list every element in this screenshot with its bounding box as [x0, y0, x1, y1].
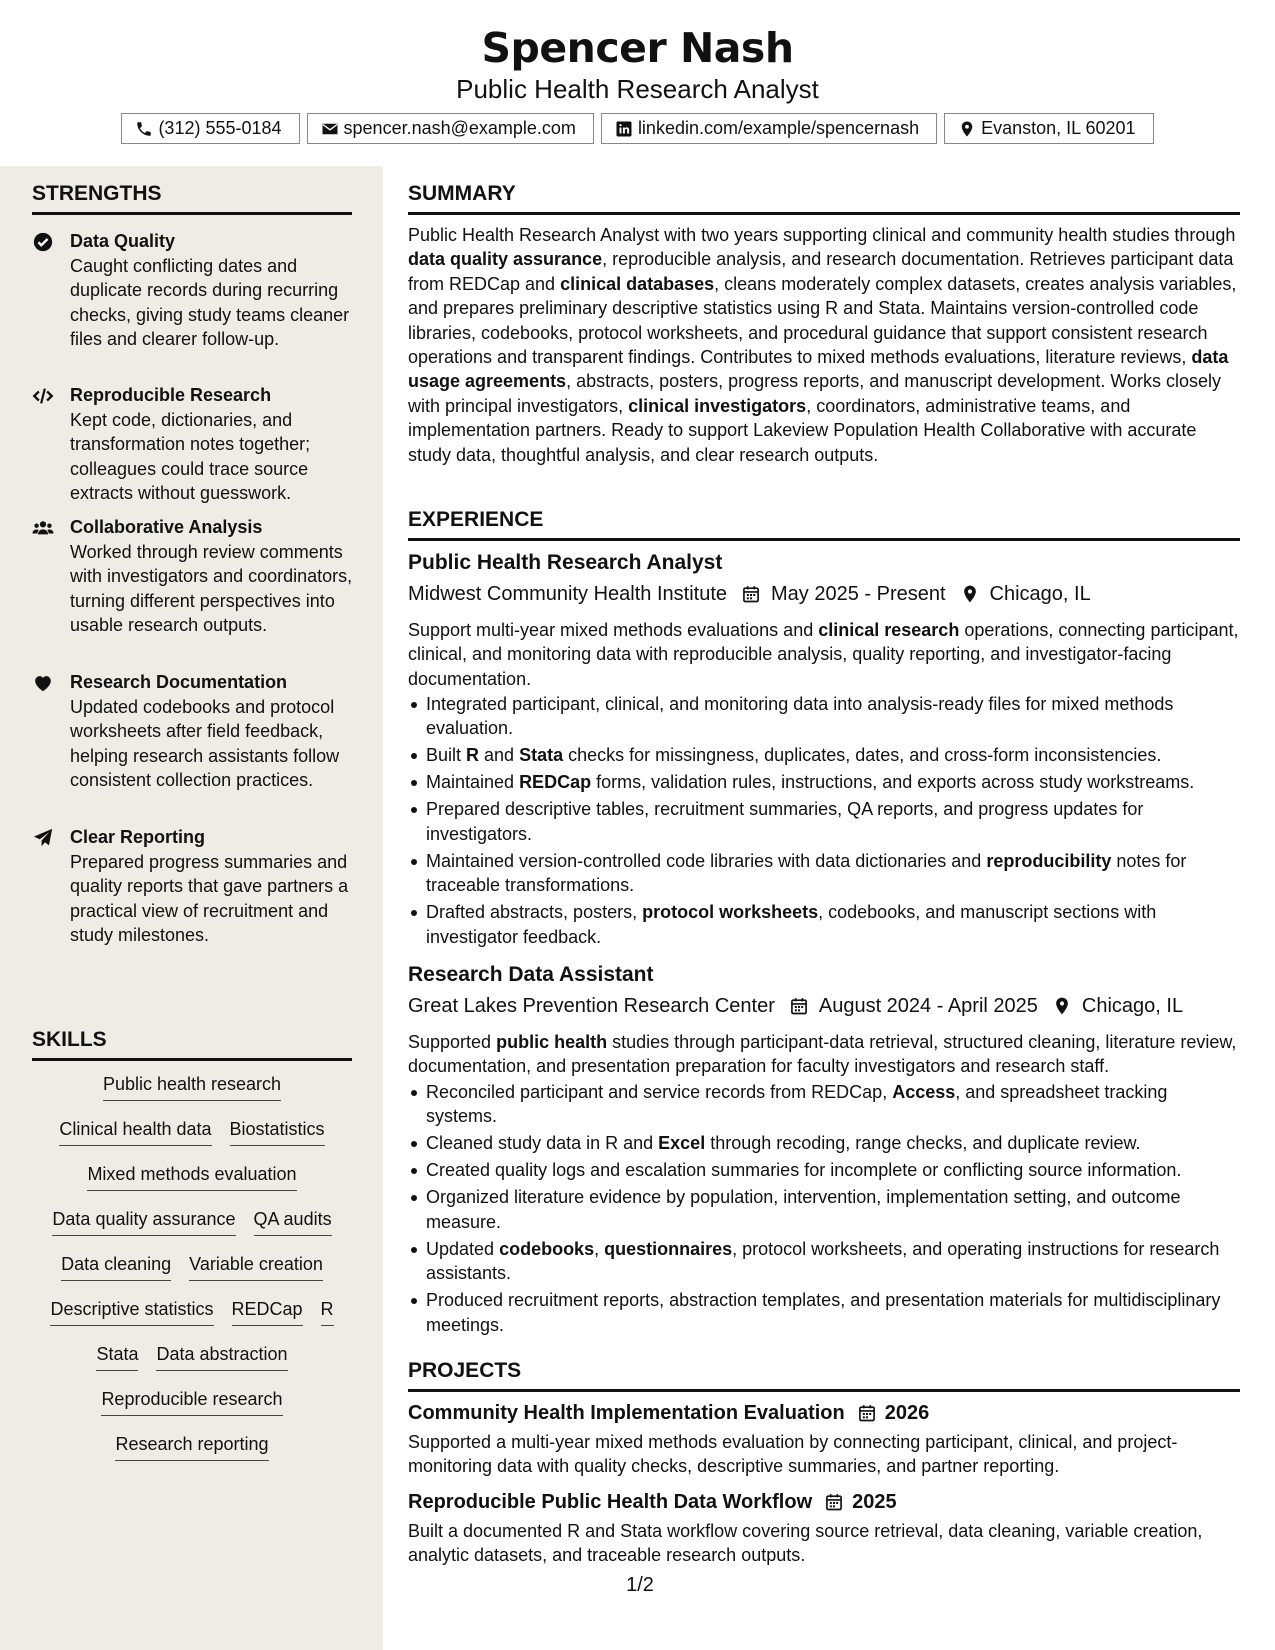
skill-tag: REDCap: [232, 1297, 303, 1326]
phone-icon: [135, 120, 153, 138]
skill-tag: Public health research: [103, 1072, 281, 1101]
job-description: [408, 1030, 1240, 1079]
bold-keyword: Stata: [519, 745, 564, 766]
skill-tag: Biostatistics: [230, 1117, 325, 1146]
job-organization: Great Lakes Prevention Research Center: [408, 995, 775, 1017]
projects-heading: PROJECTS: [408, 1357, 1240, 1392]
bold-keyword: reproducibility: [986, 850, 1112, 871]
bullet-item: [408, 1237, 1240, 1286]
skill-tag: R: [321, 1297, 334, 1326]
job-title: Public Health Research Analyst: [408, 551, 723, 574]
summary-text: [408, 223, 1240, 467]
contact-phone-text: (312) 555-0184: [158, 118, 282, 138]
skill-tag: Clinical health data: [59, 1117, 211, 1146]
bullet-item: [408, 797, 1240, 846]
bullet-item: [408, 1080, 1240, 1129]
text-run: Updated: [426, 1238, 500, 1259]
job-meta: [408, 580, 1091, 608]
experience-heading: EXPERIENCE: [408, 506, 1240, 541]
job-title: Research Data Assistant: [408, 963, 654, 986]
bullet-item: [408, 743, 1240, 767]
text-run: Integrated participant, clinical, and monitoring data into analysis-ready files for mixed methods evaluation.: [426, 694, 1174, 739]
code-icon: [32, 385, 54, 407]
text-run: Drafted abstracts, posters,: [426, 902, 643, 923]
bullet-item: [408, 900, 1240, 949]
contact-linkedin[interactable]: [601, 113, 937, 144]
text-run: checks for missingness, duplicates, dates, and cross-form inconsistencies.: [563, 745, 1162, 766]
text-run: operations, connecting participant, clinical, and monitoring data with reproducible analysis, quality reporting, and investigator-facing documentation.: [408, 620, 1239, 689]
project-header: [408, 1399, 929, 1427]
skill-tag: Descriptive statistics: [50, 1297, 213, 1326]
bold-keyword: clinical databases: [560, 273, 715, 294]
text-run: and: [479, 745, 520, 766]
users-icon: [32, 517, 54, 539]
bold-keyword: R: [466, 745, 480, 766]
skill-tag: Data quality assurance: [52, 1207, 235, 1236]
skill-row: [32, 1297, 352, 1342]
skills-list: [32, 1072, 352, 1477]
skill-tag: Research reporting: [115, 1432, 268, 1461]
bold-keyword: Access: [892, 1082, 956, 1102]
contact-location-text: Evanston, IL 60201: [981, 118, 1136, 138]
strength-description: Caught conflicting dates and duplicate records during recurring checks, giving study teams cleaner files and clearer follow-up.: [70, 256, 350, 350]
bold-keyword: REDCap: [519, 772, 592, 793]
text-run: Produced recruitment reports, abstraction templates, and presentation materials for multidisciplinary meetings.: [426, 1290, 1221, 1335]
skill-tag: Variable creation: [189, 1252, 323, 1281]
text-run: , coordinators, administrative teams, and implementation partners. Ready to support Lakeview Population Health Collaborative with accurate study data, thoughtful analysis, and clear research outputs.: [408, 395, 1197, 465]
bold-keyword: clinical research: [818, 620, 960, 640]
text-run: , codebooks, and manuscript sections with investigator feedback.: [426, 902, 1157, 947]
strength-title: Collaborative Analysis: [70, 517, 263, 537]
text-run: notes for traceable transformations.: [426, 850, 1187, 896]
job-location: Chicago, IL: [1081, 995, 1184, 1017]
bold-keyword: protocol worksheets: [642, 902, 819, 923]
strength-title: Reproducible Research: [70, 385, 272, 405]
contact-phone[interactable]: [121, 113, 299, 144]
skill-row: [32, 1387, 352, 1432]
bold-keyword: data usage agreements: [408, 347, 1229, 392]
page-number: 1/2: [626, 1574, 654, 1596]
project-description: Built a documented R and Stata workflow covering source retrieval, data cleaning, variable creation, analytic datasets, and traceable research outputs.: [408, 1521, 1203, 1566]
bullet-item: [408, 1185, 1240, 1234]
bold-keyword: questionnaires: [604, 1238, 733, 1259]
skill-row: [32, 1162, 352, 1207]
project-year: 2025: [852, 1491, 897, 1513]
text-run: Supported: [408, 1032, 497, 1052]
skills-heading: SKILLS: [32, 1026, 352, 1061]
check-circle-icon: [32, 231, 54, 253]
heart-icon: [32, 672, 54, 694]
skill-tag: Stata: [96, 1342, 138, 1371]
skill-row: [32, 1117, 352, 1162]
bold-keyword: clinical investigators: [628, 395, 807, 416]
skill-tag: Data abstraction: [156, 1342, 287, 1371]
job-organization: Midwest Community Health Institute: [408, 583, 728, 605]
strength-title: Data Quality: [70, 231, 176, 251]
text-run: , abstracts, posters, progress reports, and manuscript development. Works closely with principal investigators,: [408, 371, 1222, 416]
text-run: forms, validation rules, instructions, and exports across study workstreams.: [591, 772, 1195, 793]
text-run: Support multi-year mixed methods evaluations and: [408, 620, 819, 640]
contact-location: [944, 113, 1153, 144]
bold-keyword: data quality assurance: [408, 249, 603, 270]
skill-row: [32, 1207, 352, 1252]
text-run: Created quality logs and escalation summaries for incomplete or conflicting source information.: [426, 1160, 1182, 1181]
text-run: Maintained: [426, 772, 520, 793]
bullet-item: [408, 1288, 1240, 1337]
strength-title: Clear Reporting: [70, 827, 206, 847]
job-bullets: [408, 1080, 1240, 1340]
project-description: Supported a multi-year mixed methods evaluation by connecting participant, clinical, and project-monitoring data with quality checks, descriptive summaries, and partner reporting.: [408, 1432, 1178, 1477]
location-pin-icon: [958, 120, 976, 138]
contact-email-text: spencer.nash@example.com: [343, 118, 576, 138]
text-run: , reproducible analysis, and research documentation. Retrieves participant data from REDCap and: [408, 249, 1234, 294]
text-run: studies through participant-data retrieval, structured cleaning, literature review, documentation, and presentation preparation for faculty investigators and research staff.: [408, 1032, 1237, 1077]
skill-row: [32, 1252, 352, 1297]
contact-bar: [0, 113, 1275, 144]
project-year: 2026: [884, 1402, 930, 1424]
job-dates: August 2024 - April 2025: [818, 995, 1038, 1017]
text-run: , cleans moderately complex datasets, creates analysis variables, and prepares preliminary descriptive statistics using R and Stata. Maintains version-controlled code libraries, codebooks, protocol worksheets, and procedural guidance that support consistent research operations and transparent findings. Contributes to mixed methods evaluations, literature reviews,: [408, 273, 1237, 368]
strength-title: Research Documentation: [70, 672, 288, 692]
skill-row: [32, 1072, 352, 1117]
job-description: [408, 618, 1240, 691]
paper-plane-icon: [32, 827, 54, 849]
strength-description: Updated codebooks and protocol worksheets after field feedback, helping research assistants follow consistent collection practices.: [70, 697, 340, 791]
resume-header: [0, 0, 1275, 166]
text-run: Reconciled participant and service records from REDCap,: [426, 1082, 893, 1102]
location-pin-icon: [960, 584, 980, 604]
text-run: through recoding, range checks, and duplicate review.: [705, 1133, 1141, 1154]
bullet-item: [408, 692, 1240, 741]
bold-keyword: codebooks: [499, 1238, 595, 1259]
contact-email[interactable]: [307, 113, 594, 144]
strength-description: Prepared progress summaries and quality reports that gave partners a practical view of recruitment and study milestones.: [70, 852, 349, 946]
text-run: Built: [426, 745, 467, 766]
skill-row: [32, 1342, 352, 1387]
skill-tag: Data cleaning: [61, 1252, 171, 1281]
text-run: Organized literature evidence by population, intervention, implementation setting, and outcome measure.: [426, 1187, 1181, 1232]
skill-row: [32, 1432, 352, 1477]
envelope-icon: [321, 120, 339, 138]
bullet-item: [408, 849, 1240, 898]
text-run: ,: [594, 1238, 605, 1259]
skill-tag: Reproducible research: [101, 1387, 282, 1416]
strengths-heading: STRENGTHS: [32, 180, 352, 215]
bullet-item: [408, 1158, 1240, 1182]
project-title: Reproducible Public Health Data Workflow: [408, 1491, 813, 1513]
text-run: Cleaned study data in R and: [426, 1133, 659, 1154]
calendar-icon: [741, 584, 761, 604]
text-run: Public Health Research Analyst with two years supporting clinical and community health studies through: [408, 225, 1236, 245]
candidate-name: Spencer Nash: [481, 24, 794, 72]
bold-keyword: Excel: [658, 1133, 706, 1154]
job-bullets: [408, 692, 1240, 952]
text-run: , protocol worksheets, and operating instructions for research assistants.: [426, 1238, 1220, 1284]
summary-heading: SUMMARY: [408, 180, 1240, 215]
project-header: [408, 1488, 897, 1516]
job-dates: May 2025 - Present: [771, 583, 946, 605]
skill-tag: Mixed methods evaluation: [87, 1162, 296, 1191]
contact-linkedin-text: linkedin.com/example/spencernash: [637, 118, 920, 138]
bold-keyword: public health: [496, 1032, 608, 1052]
strength-description: Kept code, dictionaries, and transformation notes together; colleagues could trace source extracts without guesswork.: [70, 410, 311, 504]
bullet-item: [408, 770, 1240, 794]
text-run: Prepared descriptive tables, recruitment summaries, QA reports, and progress updates for investigators.: [426, 799, 1144, 844]
calendar-icon: [824, 1492, 844, 1512]
calendar-icon: [857, 1403, 877, 1423]
location-pin-icon: [1052, 996, 1072, 1016]
candidate-title: Public Health Research Analyst: [456, 74, 819, 104]
bullet-item: [408, 1131, 1240, 1155]
text-run: Maintained version-controlled code libraries with data dictionaries and: [426, 850, 987, 871]
strength-description: Worked through review comments with investigators and coordinators, turning different perspectives into usable research outputs.: [70, 542, 353, 636]
linkedin-icon: [615, 120, 633, 138]
text-run: , and spreadsheet tracking systems.: [426, 1082, 1168, 1127]
job-location: Chicago, IL: [989, 583, 1091, 605]
job-meta: [408, 992, 1183, 1020]
skill-tag: QA audits: [254, 1207, 332, 1236]
calendar-icon: [789, 996, 809, 1016]
project-title: Community Health Implementation Evaluation: [408, 1402, 845, 1424]
